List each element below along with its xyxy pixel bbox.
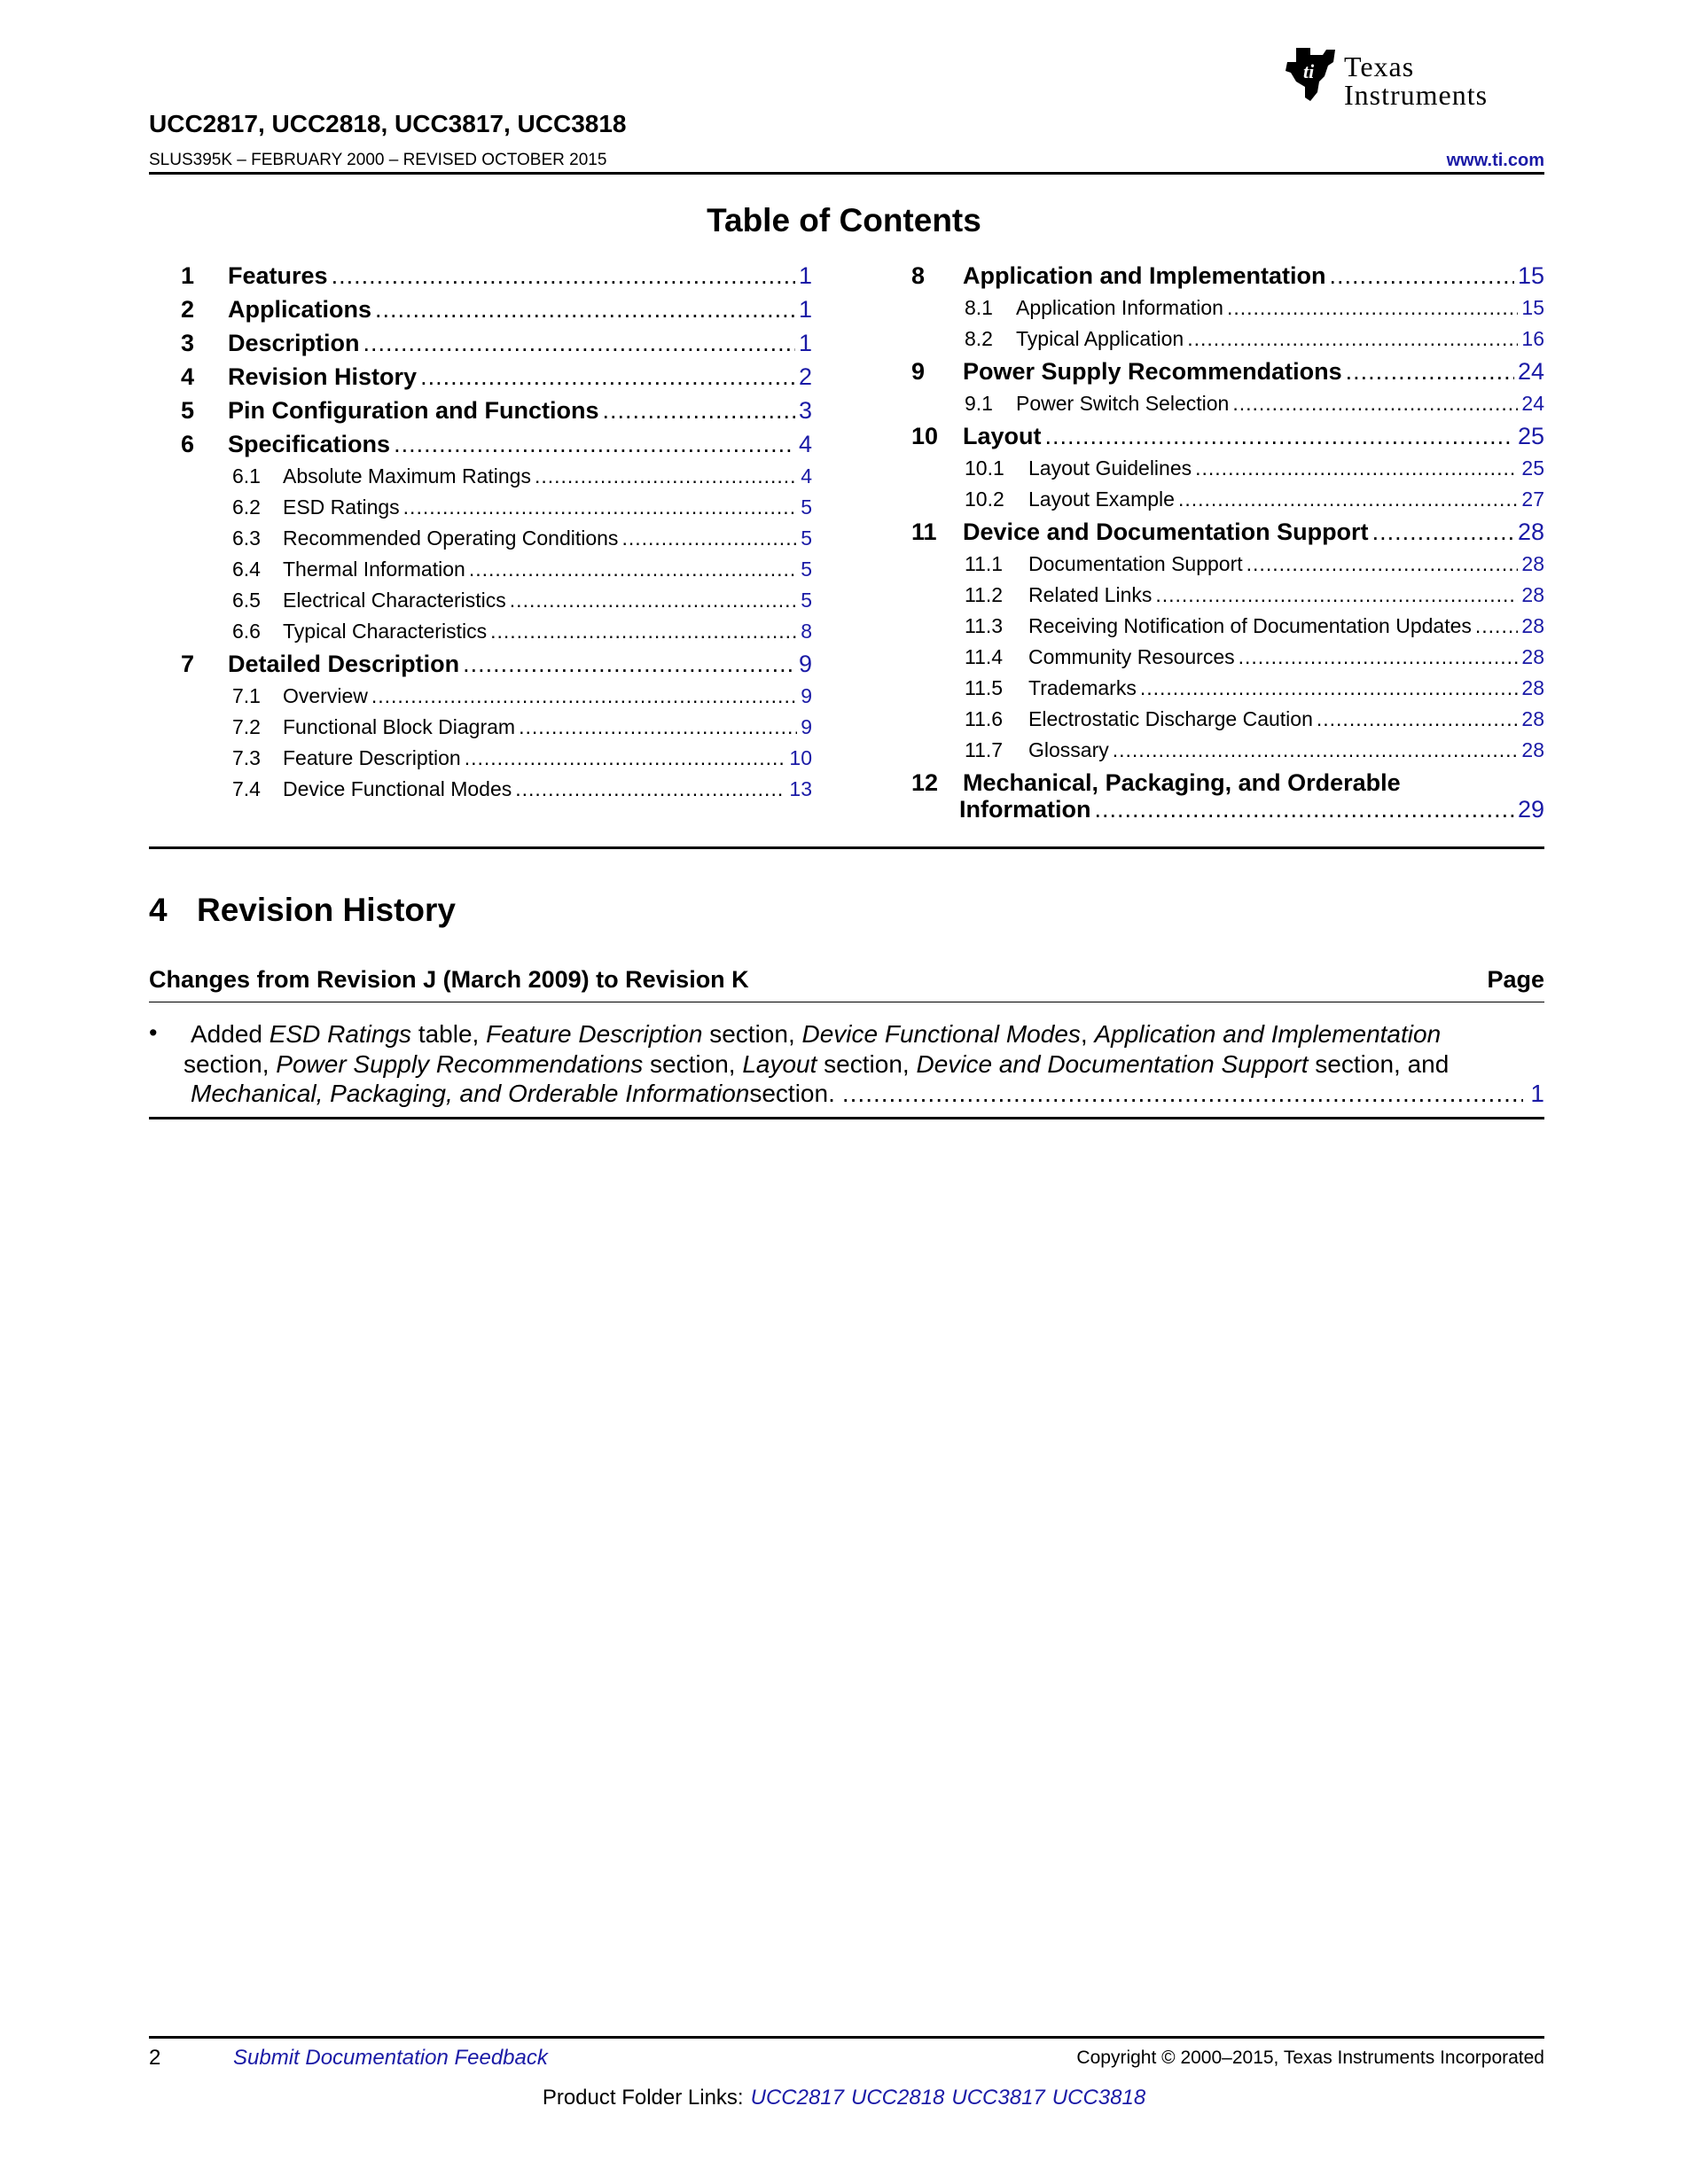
toc-entry-page-link[interactable]: 28 [1517, 519, 1544, 545]
ti-website-link[interactable]: www.ti.com [1446, 151, 1544, 170]
product-folder-links [0, 2086, 1688, 2110]
toc-entry-label: Functional Block Diagram [283, 715, 516, 738]
toc-entry-label: Typical Application [1016, 327, 1184, 350]
toc-entry-page-link[interactable]: 28 [1521, 676, 1544, 699]
toc-entry-label: Layout [963, 423, 1042, 449]
toc-entry[interactable] [232, 777, 812, 801]
toc-entry[interactable] [181, 296, 812, 324]
product-link-ucc2817[interactable]: UCC2817 [750, 2086, 844, 2110]
change-ref: Device Functional Modes [801, 1020, 1081, 1048]
product-folder-label: Product Folder Links: [542, 2086, 744, 2110]
toc-entry-page-link[interactable]: 16 [1521, 327, 1544, 350]
header-rule [149, 172, 1544, 175]
toc-entry[interactable] [965, 614, 1544, 638]
toc-entry-label: Specifications [228, 431, 391, 457]
toc-bottom-rule [149, 846, 1544, 849]
toc-entry-number: 11 [911, 519, 937, 545]
change-item-last-line [191, 1080, 1544, 1108]
toc-entry[interactable] [911, 769, 1544, 797]
change-ref: Power Supply Recommendations [276, 1050, 644, 1078]
toc-entry[interactable] [181, 397, 812, 425]
toc-entry-number: 10.1 [965, 456, 1004, 480]
toc-entry-number: 9.1 [965, 392, 993, 415]
toc-entry-label: Electrical Characteristics [283, 589, 506, 612]
change-page-link[interactable]: 1 [1530, 1080, 1544, 1107]
toc-entry-number: 11.5 [965, 676, 1004, 699]
toc-entry-number: 5 [181, 397, 195, 424]
document-title: UCC2817, UCC2818, UCC3817, UCC3818 [149, 110, 627, 137]
toc-entry-label: Layout Example [1028, 488, 1175, 511]
toc-entry-page-link[interactable]: 24 [1521, 392, 1544, 415]
toc-entry-page-link[interactable]: 28 [1521, 738, 1544, 761]
leader-dots [535, 464, 797, 488]
toc-entry[interactable] [181, 651, 812, 678]
ti-logo-icon [1284, 46, 1339, 105]
change-ref: Device and Documentation Support [916, 1050, 1309, 1078]
toc-entry-label: Absolute Maximum Ratings [283, 464, 531, 488]
toc-entry-page-link[interactable]: 28 [1521, 645, 1544, 668]
document-revision-meta: SLUS395K – FEBRUARY 2000 – REVISED OCTOBER 2015 [149, 151, 607, 169]
leader-dots [403, 495, 798, 519]
leader-dots [519, 715, 797, 739]
toc-entry-label: Thermal Information [283, 558, 465, 581]
toc-entry-label: Recommended Operating Conditions [283, 526, 619, 550]
toc-entry-label: Device and Documentation Support [963, 519, 1369, 545]
toc-entry[interactable] [232, 558, 812, 581]
toc-entry-label: Related Links [1028, 583, 1153, 606]
toc-entry-number: 11.3 [965, 614, 1004, 637]
leader-dots [621, 526, 797, 550]
leader-dots [1195, 456, 1518, 480]
toc-entry-page-link[interactable]: 1 [798, 262, 812, 289]
toc-entry-number: 12 [911, 769, 939, 796]
toc-entry-number: 6.5 [232, 589, 261, 612]
toc-entry[interactable] [181, 431, 812, 458]
toc-entry-label: Revision History [228, 363, 418, 390]
toc-entry-page-link[interactable]: 5 [801, 558, 812, 581]
leader-dots [1346, 358, 1514, 386]
toc-entry[interactable] [965, 488, 1544, 511]
leader-dots [1330, 262, 1514, 290]
toc-entry[interactable] [181, 363, 812, 391]
toc-entry[interactable] [911, 796, 1544, 823]
section-title: Revision History [197, 892, 456, 928]
toc-entry-label: ESD Ratings [283, 495, 400, 519]
toc-entry-number: 6.6 [232, 620, 261, 643]
toc-entry[interactable] [965, 676, 1544, 700]
product-link-ucc3818[interactable]: UCC3818 [1051, 2086, 1146, 2110]
leader-dots [515, 777, 785, 801]
toc-entry-label: Application and Implementation [963, 262, 1326, 289]
toc-entry-number: 6.3 [232, 526, 261, 550]
toc-entry-page-link[interactable]: 9 [801, 715, 812, 738]
toc-entry-number: 11.4 [965, 645, 1004, 668]
toc-entry-page-link[interactable]: 13 [789, 777, 812, 800]
toc-entry-number: 7.1 [232, 684, 261, 707]
leader-dots [1475, 614, 1519, 638]
toc-entry-label: Overview [283, 684, 368, 707]
toc-entry-page-link[interactable]: 15 [1521, 296, 1544, 319]
toc-entry[interactable] [965, 645, 1544, 669]
leader-dots [1113, 738, 1519, 762]
toc-entry-number: 10.2 [965, 488, 1004, 511]
changes-page-header: Page [1487, 966, 1544, 993]
change-text: section, [702, 1020, 802, 1048]
toc-entry-page-link[interactable]: 27 [1521, 488, 1544, 511]
toc-entry-number: 8.1 [965, 296, 993, 319]
logo-word-instruments: Instruments [1344, 79, 1489, 111]
product-link-ucc2818[interactable]: UCC2818 [851, 2086, 945, 2110]
change-text: Added [191, 1020, 270, 1048]
toc-entry-label: Typical Characteristics [283, 620, 488, 643]
toc-entry-label: Information [959, 796, 1091, 823]
toc-entry-number: 7 [181, 651, 195, 677]
toc-entry-number: 10 [911, 423, 939, 449]
toc-entry[interactable] [965, 552, 1544, 576]
toc-entry-label: Detailed Description [228, 651, 460, 677]
change-ref: Feature Description [486, 1020, 703, 1048]
leader-dots [1227, 296, 1518, 320]
toc-entry-number: 7.2 [232, 715, 261, 738]
toc-entry-page-link[interactable]: 28 [1521, 707, 1544, 730]
leader-dots [1232, 392, 1518, 416]
toc-entry-label: Feature Description [283, 746, 461, 769]
change-text: section, [817, 1050, 917, 1078]
change-text: section, [184, 1050, 277, 1078]
toc-entry-page-link[interactable]: 8 [801, 620, 812, 643]
toc-entry-page-link[interactable]: 28 [1521, 583, 1544, 606]
leader-dots [363, 330, 795, 357]
toc-entry-number: 8.2 [965, 327, 993, 350]
toc-entry[interactable] [232, 620, 812, 644]
toc-entry-page-link[interactable]: 29 [1517, 796, 1544, 823]
toc-entry[interactable] [965, 738, 1544, 762]
toc-entry[interactable] [232, 464, 812, 488]
leader-dots [1155, 583, 1518, 607]
toc-entry-page-link[interactable]: 9 [798, 651, 812, 677]
page-number: 2 [149, 2046, 161, 2070]
toc-entry-page-link[interactable]: 1 [798, 330, 812, 356]
toc-entry-page-link[interactable]: 5 [801, 589, 812, 612]
toc-entry-label: Mechanical, Packaging, and Orderable [963, 769, 1401, 796]
toc-entry-number: 7.4 [232, 777, 261, 800]
changes-bottom-rule [149, 1117, 1544, 1119]
product-link-ucc3817[interactable]: UCC3817 [951, 2086, 1045, 2110]
toc-entry-page-link[interactable]: 5 [801, 526, 812, 550]
leader-dots [420, 363, 795, 391]
leader-dots [394, 431, 795, 458]
toc-entry[interactable] [965, 392, 1544, 416]
leader-dots [510, 589, 797, 612]
change-ref: Application and Implementation [1094, 1020, 1442, 1048]
toc-entry[interactable] [232, 526, 812, 550]
leader-dots [465, 746, 786, 770]
toc-entry-page-link[interactable]: 28 [1521, 552, 1544, 575]
leader-dots [1140, 676, 1519, 700]
toc-entry[interactable] [232, 684, 812, 708]
toc-entry-page-link[interactable]: 5 [801, 495, 812, 519]
toc-entry[interactable] [181, 262, 812, 290]
toc-entry[interactable] [911, 423, 1544, 450]
toc-entry-label: Application Information [1016, 296, 1223, 319]
change-text: section, [643, 1050, 743, 1078]
leader-dots [371, 684, 797, 708]
toc-entry-label: Receiving Notification of Documentation Updates [1028, 614, 1472, 637]
toc-entry-label: Applications [228, 296, 372, 323]
toc-entry[interactable] [965, 707, 1544, 731]
toc-entry-page-link[interactable]: 25 [1517, 423, 1544, 449]
toc-entry-page-link[interactable]: 24 [1517, 358, 1544, 385]
section-number: 4 [149, 892, 168, 928]
toc-entry[interactable] [965, 327, 1544, 351]
toc-entry-number: 7.3 [232, 746, 261, 769]
changes-title: Changes from Revision J (March 2009) to Revision K [149, 966, 749, 993]
toc-entry-number: 6 [181, 431, 195, 457]
toc-entry-number: 11.6 [965, 707, 1004, 730]
toc-entry-label: Features [228, 262, 328, 289]
toc-entry-number: 9 [911, 358, 926, 385]
leader-dots [1246, 552, 1519, 576]
toc-entry[interactable] [911, 358, 1544, 386]
toc-entry-page-link[interactable]: 1 [798, 296, 812, 323]
toc-entry-label: Description [228, 330, 360, 356]
toc-entry-page-link[interactable]: 4 [798, 431, 812, 457]
toc-entry-label: Glossary [1028, 738, 1109, 761]
toc-entry-number: 2 [181, 296, 195, 323]
toc-entry-page-link[interactable]: 10 [789, 746, 812, 769]
toc-entry[interactable] [181, 330, 812, 357]
leader-dots [490, 620, 797, 644]
leader-dots [842, 1080, 1524, 1108]
toc-entry-number: 11.2 [965, 583, 1004, 606]
toc-entry-label: Layout Guidelines [1028, 456, 1192, 480]
toc-entry-number: 3 [181, 330, 195, 356]
leader-dots [1045, 423, 1514, 450]
toc-entry[interactable] [232, 589, 812, 612]
toc-entry[interactable] [911, 519, 1544, 546]
toc-entry-label: Community Resources [1028, 645, 1235, 668]
leader-dots [1239, 645, 1519, 669]
change-item [184, 1019, 1544, 1080]
leader-dots [332, 262, 795, 290]
leader-dots [602, 397, 795, 425]
toc-entry-label: Pin Configuration and Functions [228, 397, 599, 424]
change-ref: Mechanical, Packaging, and Orderable Information [191, 1080, 750, 1107]
toc-entry[interactable] [232, 746, 812, 770]
leader-dots [1178, 488, 1518, 511]
toc-entry[interactable] [232, 495, 812, 519]
leader-dots [469, 558, 797, 581]
toc-entry[interactable] [232, 715, 812, 739]
toc-title: Table of Contents [707, 202, 981, 238]
toc-entry-page-link[interactable]: 3 [798, 397, 812, 424]
toc-entry[interactable] [965, 296, 1544, 320]
change-text: section. [749, 1080, 835, 1107]
toc-entry-number: 8 [911, 262, 926, 289]
toc-entry-number: 11.1 [965, 552, 1004, 575]
toc-entry-number: 6.4 [232, 558, 261, 581]
toc-entry-page-link[interactable]: 2 [798, 363, 812, 390]
change-text: , [1080, 1020, 1095, 1048]
toc-entry-page-link[interactable]: 4 [801, 464, 812, 488]
logo-word-texas: Texas [1344, 51, 1415, 82]
toc-entry-number: 6.2 [232, 495, 261, 519]
toc-entry-label: Trademarks [1028, 676, 1137, 699]
leader-dots [1095, 796, 1514, 823]
toc-entry-page-link[interactable]: 28 [1521, 614, 1544, 637]
leader-dots [463, 651, 795, 678]
change-ref: Layout [742, 1050, 817, 1078]
leader-dots [1187, 327, 1518, 351]
toc-entry[interactable] [965, 583, 1544, 607]
copyright: Copyright © 2000–2015, Texas Instruments Incorporated [1076, 2048, 1544, 2068]
toc-entry[interactable] [911, 262, 1544, 290]
toc-entry-number: 4 [181, 363, 195, 390]
leader-dots [1317, 707, 1519, 731]
change-text: section, and [1308, 1050, 1450, 1078]
toc-entry-page-link[interactable]: 15 [1517, 262, 1544, 289]
footer-rule [149, 2036, 1544, 2039]
leader-dots [375, 296, 795, 324]
submit-feedback-link[interactable]: Submit Documentation Feedback [233, 2046, 548, 2070]
ti-logo [1284, 46, 1541, 117]
toc-entry-number: 1 [181, 262, 195, 289]
toc-entry-number: 11.7 [965, 738, 1004, 761]
toc-entry-label: Power Supply Recommendations [963, 358, 1342, 385]
toc-entry-label: Electrostatic Discharge Caution [1028, 707, 1313, 730]
toc-entry-number: 6.1 [232, 464, 261, 488]
toc-entry-label: Power Switch Selection [1016, 392, 1230, 415]
change-ref: ESD Ratings [269, 1020, 412, 1048]
leader-dots [1372, 519, 1514, 546]
toc-entry-page-link[interactable]: 25 [1521, 456, 1544, 480]
bullet-icon: • [149, 1019, 158, 1046]
change-text: table, [411, 1020, 487, 1048]
toc-entry-page-link[interactable]: 9 [801, 684, 812, 707]
toc-entry-label: Documentation Support [1028, 552, 1243, 575]
svg-text:ti: ti [1303, 60, 1315, 82]
toc-entry-label: Device Functional Modes [283, 777, 512, 800]
revision-history-heading [149, 892, 456, 929]
toc-entry[interactable] [965, 456, 1544, 480]
